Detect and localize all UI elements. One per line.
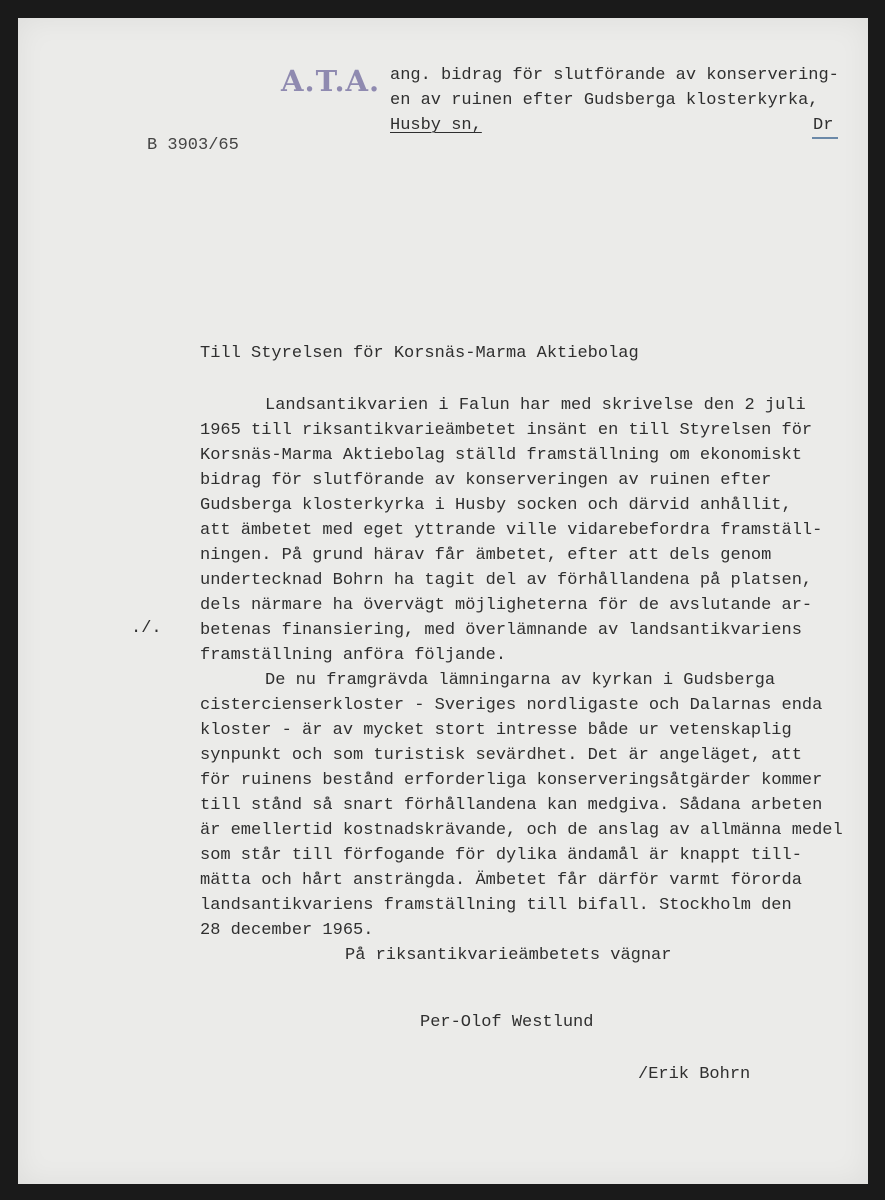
ata-stamp: A.T.A. xyxy=(281,64,381,98)
subject-line-2: en av ruinen efter Gudsberga klosterkyrka, xyxy=(390,91,819,110)
p1-line: dels närmare ha övervägt möjligheterna för de avslutande ar- xyxy=(200,596,813,615)
initials: Dr xyxy=(813,116,834,135)
p1-line: Gudsberga klosterkyrka i Husby socken och därvid anhållit, xyxy=(200,496,792,515)
p2-line: kloster - är av mycket stort intresse både ur vetenskaplig xyxy=(200,721,792,740)
p2-line: mätta och hårt ansträngda. Ämbetet får därför varmt förorda xyxy=(200,871,802,890)
p1-line: ningen. På grund härav får ämbetet, efter att dels genom xyxy=(200,546,772,565)
subject-line-3: Husby sn, xyxy=(390,116,482,135)
p1-line: betenas finansiering, med överlämnande av landsantikvariens xyxy=(200,621,802,640)
initials-underline xyxy=(812,137,838,139)
recipient-line: Till Styrelsen för Korsnäs-Marma Aktiebolag xyxy=(200,344,639,363)
p1-line: 1965 till riksantikvarieämbetet insänt en till Styrelsen för xyxy=(200,421,813,440)
p2-line: till stånd så snart förhållandena kan medgiva. Sådana arbeten xyxy=(200,796,823,815)
p1-line: framställning anföra följande. xyxy=(200,646,507,665)
p2-line: 28 december 1965. xyxy=(200,921,374,940)
closing-line: På riksantikvarieämbetets vägnar xyxy=(345,946,672,965)
p2-line: cistercienserkloster - Sveriges nordligaste och Dalarnas enda xyxy=(200,696,823,715)
margin-mark: ./. xyxy=(131,619,162,638)
p1-line: Landsantikvarien i Falun har med skrivelse den 2 juli xyxy=(265,396,806,415)
p2-line: är emellertid kostnadskrävande, och de anslag av allmänna medel xyxy=(200,821,843,840)
p2-line: som står till förfogande för dylika ändamål är knappt till- xyxy=(200,846,802,865)
p2-line: för ruinens bestånd erforderliga konserveringsåtgärder kommer xyxy=(200,771,823,790)
signatory-bohrn: /Erik Bohrn xyxy=(638,1065,751,1084)
p2-line: synpunkt och som turistisk sevärdhet. Det är angeläget, att xyxy=(200,746,802,765)
subject-line-1: ang. bidrag för slutförande av konservering- xyxy=(390,66,839,85)
p1-line: undertecknad Bohrn ha tagit del av förhållandena på platsen, xyxy=(200,571,813,590)
p1-line: att ämbetet med eget yttrande ville vidarebefordra framställ- xyxy=(200,521,823,540)
p2-line: landsantikvariens framställning till bifall. Stockholm den xyxy=(200,896,792,915)
p1-line: Korsnäs-Marma Aktiebolag ställd framställning om ekonomiskt xyxy=(200,446,802,465)
reference-number: B 3903/65 xyxy=(147,136,239,155)
p2-line: De nu framgrävda lämningarna av kyrkan i Gudsberga xyxy=(265,671,776,690)
p1-line: bidrag för slutförande av konserveringen av ruinen efter xyxy=(200,471,772,490)
signatory-westlund: Per-Olof Westlund xyxy=(420,1013,594,1032)
